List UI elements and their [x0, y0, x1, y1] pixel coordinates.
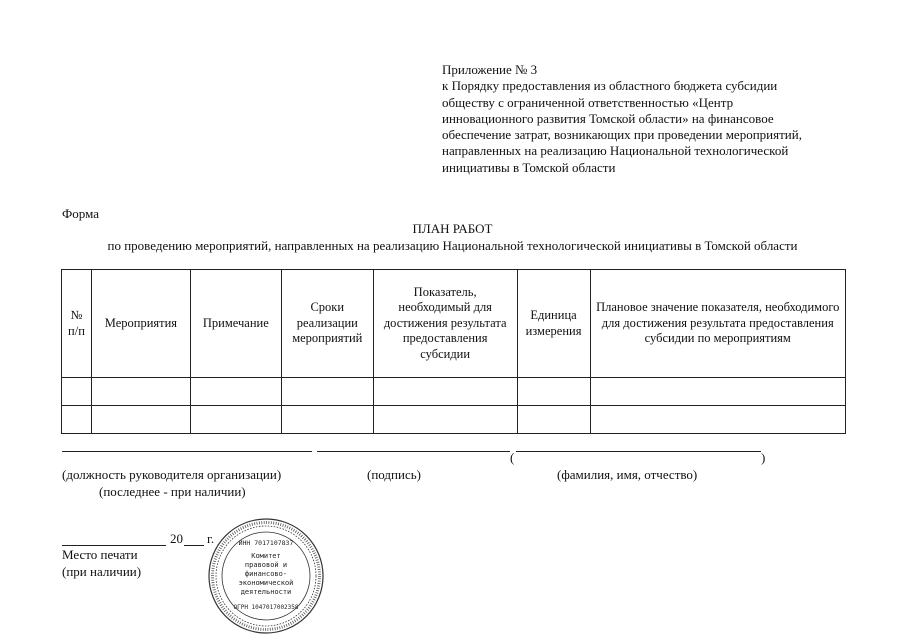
table-row: [62, 378, 846, 406]
official-stamp: [207, 517, 325, 635]
signature-line[interactable]: [317, 451, 510, 452]
table-cell[interactable]: [373, 406, 517, 434]
plan-table: [61, 269, 846, 434]
header-unit: Единица измерения: [517, 270, 590, 378]
stamp-text-line: финансово-: [244, 570, 288, 578]
name-paren-close: ): [761, 450, 766, 465]
document-title: ПЛАН РАБОТ: [412, 221, 493, 236]
table-cell[interactable]: [190, 406, 281, 434]
appendix-line: обществу с ограниченной ответственностью «Центр: [442, 94, 734, 110]
appendix-line: инициативы в Томской области: [442, 159, 616, 175]
table-cell[interactable]: [91, 406, 190, 434]
table-cell[interactable]: [373, 378, 517, 406]
appendix-line: направленных на реализацию Национальной технологической: [442, 143, 789, 159]
appendix-block: [442, 62, 862, 176]
header-deadlines: Сроки реализации мероприятий: [281, 270, 373, 378]
position-label: (должность руководителя организации): [62, 467, 282, 482]
header-activities: Мероприятия: [91, 270, 190, 378]
table-cell[interactable]: [190, 378, 281, 406]
seal-label: Место печати: [62, 547, 138, 562]
name-line[interactable]: [516, 451, 761, 452]
stamp-text-line: Комитет: [251, 552, 281, 560]
table-cell[interactable]: [62, 378, 92, 406]
header-indicator: Показатель, необходимый для достижения результата предоставления субсидии: [373, 270, 517, 378]
appendix-line: Приложение № 3: [442, 62, 538, 77]
position-line[interactable]: [62, 451, 312, 452]
appendix-line: к Порядку предоставления из областного бюджета субсидии: [442, 78, 778, 94]
appendix-line: обеспечение затрат, возникающих при проведении мероприятий,: [442, 127, 802, 143]
name-paren-open: (: [510, 450, 515, 465]
appendix-line: инновационного развития Томской области» на финансовое: [442, 110, 774, 126]
name-label: (фамилия, имя, отчество): [557, 467, 698, 482]
stamp-text-line: экономической: [238, 579, 294, 587]
table-cell[interactable]: [281, 406, 373, 434]
table-cell[interactable]: [517, 406, 590, 434]
date-year-line[interactable]: [184, 545, 204, 546]
header-planned-value: Плановое значение показателя, необходимого для достижения результата предоставления субсидии по мероприятиям: [590, 270, 845, 378]
stamp-inn: ИНН 7017107837: [238, 539, 294, 547]
table-cell[interactable]: [517, 378, 590, 406]
table-cell[interactable]: [62, 406, 92, 434]
position-note: (последнее - при наличии): [99, 484, 246, 499]
table-cell[interactable]: [91, 378, 190, 406]
table-header-row: [62, 270, 846, 378]
header-note: Примечание: [190, 270, 281, 378]
document-subtitle: по проведению мероприятий, направленных на реализацию Национальной технологической инициативы в Томской области: [107, 238, 798, 253]
date-day-month-line[interactable]: [62, 545, 166, 546]
date-year-prefix: 20: [170, 531, 183, 546]
table-cell[interactable]: [590, 406, 845, 434]
seal-label-note: (при наличии): [62, 564, 142, 579]
date-year-suffix: г.: [207, 531, 215, 546]
form-label: Форма: [62, 206, 99, 221]
stamp-ogrn: ОГРН 1047017002358: [233, 604, 299, 611]
table-row: [62, 406, 846, 434]
signature-label: (подпись): [367, 467, 421, 482]
table-cell[interactable]: [590, 378, 845, 406]
stamp-text-line: деятельности: [240, 588, 292, 596]
table-cell[interactable]: [281, 378, 373, 406]
header-number: № п/п: [62, 270, 92, 378]
stamp-text-line: правовой и: [244, 561, 288, 569]
